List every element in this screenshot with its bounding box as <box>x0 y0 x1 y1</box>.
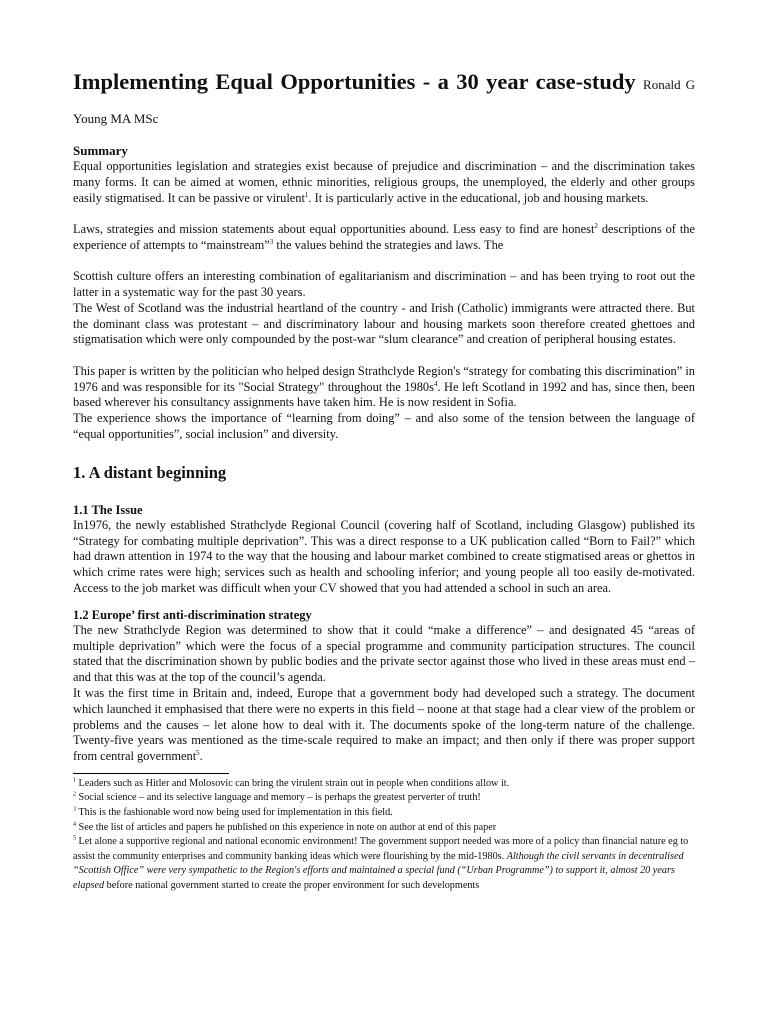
document-page <box>73 66 695 894</box>
footnote: $^4$ See the list of articles and papers he published on this experience in note on author at end of this paper <box>73 821 497 833</box>
summary-heading: Summary <box>73 143 128 158</box>
summary-paragraph: Scottish culture offers an interesting combination of egalitarianism and discrimination – and has been trying to root out the latter in a systematic way for the past 30 years. <box>73 269 695 299</box>
document-title <box>73 66 695 134</box>
footnote-separator <box>73 773 229 774</box>
footnote-ref[interactable]: 4 <box>433 379 438 388</box>
title-text: Implementing Equal Opportunities - a 30 year case-study <box>73 69 636 94</box>
footnote: $^3$ This is the fashionable word now being used for implementation in this field. <box>73 806 393 819</box>
summary-paragraph: Laws, strategies and mission statements about equal opportunities abound. Less easy to find are honest$^2$ descriptions of the experience of attempts to “mainstream”$^3$ the values behind the strategies and laws. The <box>73 221 695 252</box>
footnote-ref[interactable]: 3 <box>269 237 274 246</box>
footnotes <box>73 777 695 894</box>
footnote: $^2$ Social science – and its selective language and memory – is perhaps the greatest perverter of truth! <box>73 792 481 804</box>
footnote: $^5$ Let alone a supportive regional and national economic environment! The government support needed was more of a policy than financial nature eg to assist the community enterprises and community banking ideas which were flourishing by the mid-1980s. Although the civil servants in decentralised “Scottish Office” were very sympathetic to the Region's efforts and maintained a special fund (“Urban Programme”) to support it, almost 20 years elapsed before national government started to create the proper environment for such developments <box>73 835 689 892</box>
footnote-ref[interactable]: 2 <box>594 221 598 230</box>
section-heading: 1. A distant beginning <box>73 462 227 482</box>
summary-paragraph: This paper is written by the politician who helped design Strathclyde Region's “strategy for combating this discrimination” in 1976 and was responsible for its "Social Strategy" throughout the $1980s^4$. He left Scotland in 1992 and has, since then, been based wherever his consultancy assignments have taken him. He is now resident in Sofia. <box>73 363 695 410</box>
body-paragraph: It was the first time in Britain and, indeed, Europe that a government body had developed such a strategy. The document which launched it emphasised that there were no experts in this field – noone at that stage had a clear view of the problem or problems and the causes – let alone how to deal with it. The documents spoke of the long-term nature of the challenge. Twenty-five years was mentioned as the time-scale required to make an impact; and then only if there was proper support from central government$^5$. <box>73 685 695 764</box>
summary-paragraph: Equal opportunities legislation and strategies exist because of prejudice and discrimination – and the discrimination takes many forms. It can be aimed at women, ethnic minorities, religious groups, the unemployed, the elderly and other groups easily stigmatised. It can be passive or virulent$^1$. It is particularly active in the educational, job and housing markets. <box>73 159 695 205</box>
subsection-heading: 1.2 Europe’ first anti-discrimination strategy <box>73 607 312 622</box>
footnote-ref[interactable]: 1 <box>304 190 309 199</box>
author-name: Ronald G Young MA MSc <box>73 77 695 126</box>
body-paragraph: The new Strathclyde Region was determined to show that it could “make a difference” – and designated 45 “areas of multiple deprivation” which were the focus of a special programme and community participation structures. The council stated that the discrimination shown by public bodies and the private sector against those who lived in these areas must end – and that this was at the top of the council’s agenda. <box>73 622 695 685</box>
body-paragraph: In1976, the newly established Strathclyde Regional Council (covering half of Scotland, including Glasgow) published its “Strategy for combating multiple deprivation”. This was a direct response to a UK publication called “Born to Fail?” which had drawn attention in 1974 to the way that the housing and labour market combined to create stigmatised areas or ghettos in which crime rates were high; services such as health and schooling inferior; and young people all too easily de-motivated. Access to the job market was difficult when your CV showed that you had attended a school in such an area. <box>73 517 695 595</box>
footnote-ref[interactable]: 5 <box>196 748 200 757</box>
subsection-heading: 1.1 The Issue <box>73 502 143 517</box>
summary-paragraph: The West of Scotland was the industrial heartland of the country - and Irish (Catholic) immigrants were attracted there. But the dominant class was protestant – and discriminatory labour and housing markets soon therefore created ghettoes and stigmatisation which were only compounded by the post-war “slum clearance” and creation of peripheral housing estates. <box>73 300 695 347</box>
summary-paragraph: The experience shows the importance of “learning from doing” – and also some of the tension between the language of “equal opportunities”, social inclusion” and diversity. <box>73 411 695 441</box>
footnote: $^1$ Leaders such as Hitler and Molosovic can bring the virulent strain out in people when conditions allow it. <box>73 777 510 789</box>
